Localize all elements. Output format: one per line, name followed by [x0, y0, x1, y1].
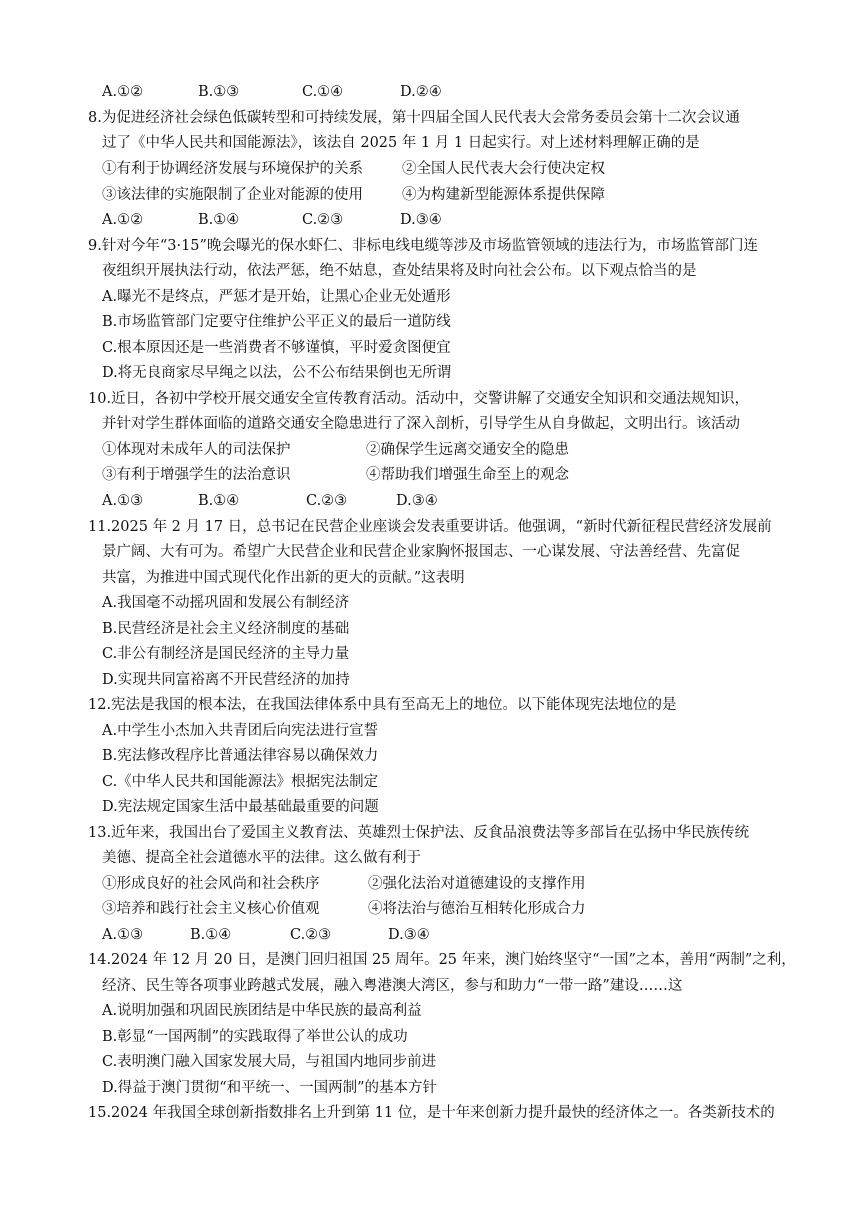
q9-option-b: B.市场监管部门定要守住维护公平正义的最后一道防线 — [102, 314, 451, 330]
q13-item-3: ③培养和践行社会主义核心价值观 — [102, 901, 320, 917]
q13-option-b: B.①④ — [190, 927, 232, 943]
q8-option-d: D.③④ — [400, 212, 442, 228]
q14-option-b: B.彰显“一国两制”的实践取得了举世公认的成功 — [102, 1029, 408, 1045]
q7-option-c: C.①④ — [302, 84, 344, 100]
q11-option-b: B.民营经济是社会主义经济制度的基础 — [102, 621, 350, 637]
q10-items-row-2 — [0, 465, 860, 485]
q7-option-a: A.①② — [102, 84, 144, 100]
q10-stem-line-1: 10.近日，各初中学校开展交通安全宣传教育活动。活动中，交警讲解了交通安全知识和交通法规知识， — [88, 391, 750, 407]
q9-stem-line-1: 9.针对今年“3·15”晚会曝光的保水虾仁、非标电线电缆等涉及市场监管领域的违法行为，市场监管部门连 — [88, 238, 758, 254]
q13-option-a: A.①③ — [102, 927, 144, 943]
q10-item-3: ③有利于增强学生的法治意识 — [102, 467, 291, 483]
q8-item-4: ④为构建新型能源体系提供保障 — [402, 187, 605, 203]
q11-stem-line-1: 11.2025 年 2 月 17 日，总书记在民营企业座谈会发表重要讲话。他强调，“新时代新征程民营经济发展前 — [88, 519, 772, 535]
q10-option-d: D.③④ — [396, 493, 438, 509]
q9-option-a: A.曝光不是终点，严惩才是开始，让黑心企业无处遁形 — [102, 289, 451, 305]
q14-option-c: C.表明澳门融入国家发展大局，与祖国内地同步前进 — [102, 1054, 437, 1070]
q7-option-d: D.②④ — [400, 84, 442, 100]
q13-option-c: C.②③ — [290, 927, 332, 943]
q12-option-b: B.宪法修改程序比普通法律容易以确保效力 — [102, 748, 379, 764]
q12-option-d: D.宪法规定国家生活中最基础最重要的问题 — [102, 799, 379, 815]
q8-item-1: ①有利于协调经济发展与环境保护的关系 — [102, 161, 363, 177]
q13-item-1: ①形成良好的社会风尚和社会秩序 — [102, 876, 320, 892]
q8-item-2: ②全国人民代表大会行使决定权 — [402, 161, 605, 177]
q10-item-2: ②确保学生远离交通安全的隐患 — [366, 442, 569, 458]
q9-option-d: D.将无良商家尽早绳之以法，公不公布结果倒也无所谓 — [102, 365, 452, 381]
q10-stem-line-2: 并针对学生群体面临的道路交通安全隐患进行了深入剖析，引导学生从自身做起，文明出行。该活动 — [102, 416, 740, 432]
q10-item-1: ①体现对未成年人的司法保护 — [102, 442, 291, 458]
q13-options — [0, 925, 860, 945]
q8-item-3: ③该法律的实施限制了企业对能源的使用 — [102, 187, 363, 203]
q8-stem-line-1: 8.为促进经济社会绿色低碳转型和可持续发展，第十四届全国人民代表大会常务委员会第十二次会议通 — [88, 110, 740, 126]
q8-stem-line-2: 过了《中华人民共和国能源法》，该法自 2025 年 1 月 1 日起实行。对上述材料理解正确的是 — [102, 135, 700, 151]
q14-option-d: D.得益于澳门贯彻“和平统一、一国两制”的基本方针 — [102, 1080, 438, 1096]
q11-stem-line-3: 共富，为推进中国式现代化作出新的更大的贡献。”这表明 — [102, 570, 465, 586]
q10-option-b: B.①④ — [198, 493, 240, 509]
q13-stem-line-1: 13.近年来，我国出台了爱国主义教育法、英雄烈士保护法、反食品浪费法等多部旨在弘扬中华民族传统 — [88, 825, 750, 841]
q13-item-2: ②强化法治对道德建设的支撑作用 — [368, 876, 586, 892]
q13-stem-line-2: 美德、提高全社会道德水平的法律。这么做有利于 — [102, 850, 421, 866]
q11-option-d: D.实现共同富裕离不开民营经济的加持 — [102, 672, 350, 688]
q8-option-c: C.②③ — [302, 212, 344, 228]
q9-option-c: C.根本原因还是一些消费者不够谨慎，平时爱贪图便宜 — [102, 340, 451, 356]
q11-option-c: C.非公有制经济是国民经济的主导力量 — [102, 646, 350, 662]
q10-item-4: ④帮助我们增强生命至上的观念 — [366, 467, 569, 483]
q9-stem-line-2: 夜组织开展执法行动，依法严惩，绝不姑息，查处结果将及时向社会公布。以下观点恰当的是 — [102, 263, 697, 279]
q12-stem-line-1: 12.宪法是我国的根本法，在我国法律体系中具有至高无上的地位。以下能体现宪法地位的是 — [88, 697, 677, 713]
q8-options — [0, 210, 860, 230]
q14-stem-line-1: 14.2024 年 12 月 20 日，是澳门回归祖国 25 周年。25 年来，澳门始终坚守“一国”之本，善用“两制”之利， — [88, 952, 796, 968]
q14-option-a: A.说明加强和巩固民族团结是中华民族的最高利益 — [102, 1003, 422, 1019]
q10-options — [0, 491, 860, 511]
q11-option-a: A.我国毫不动摇巩固和发展公有制经济 — [102, 595, 350, 611]
q10-items-row-1 — [0, 440, 860, 460]
q7-option-b: B.①③ — [198, 84, 240, 100]
q13-item-4: ④将法治与德治互相转化形成合力 — [368, 901, 586, 917]
q13-items-row-1 — [0, 874, 860, 894]
q8-items-row-2 — [0, 185, 860, 205]
q11-stem-line-2: 景广阔、大有可为。希望广大民营企业和民营企业家胸怀报国志、一心谋发展、守法善经营、先富促 — [102, 544, 740, 560]
q7-options — [0, 82, 860, 102]
q8-items-row-1 — [0, 159, 860, 179]
q8-option-b: B.①④ — [198, 212, 240, 228]
q8-option-a: A.①② — [102, 212, 144, 228]
q13-items-row-2 — [0, 899, 860, 919]
q10-option-c: C.②③ — [306, 493, 348, 509]
q12-option-a: A.中学生小杰加入共青团后向宪法进行宣誓 — [102, 723, 379, 739]
q12-option-c: C.《中华人民共和国能源法》根据宪法制定 — [102, 774, 379, 790]
q13-option-d: D.③④ — [388, 927, 430, 943]
q14-stem-line-2: 经济、民生等各项事业跨越式发展，融入粤港澳大湾区，参与和助力“一带一路”建设……这 — [102, 978, 683, 994]
q15-stem-line-1: 15.2024 年我国全球创新指数排名上升到第 11 位，是十年来创新力提升最快的经济体之一。各类新技术的 — [88, 1105, 775, 1121]
q10-option-a: A.①③ — [102, 493, 144, 509]
